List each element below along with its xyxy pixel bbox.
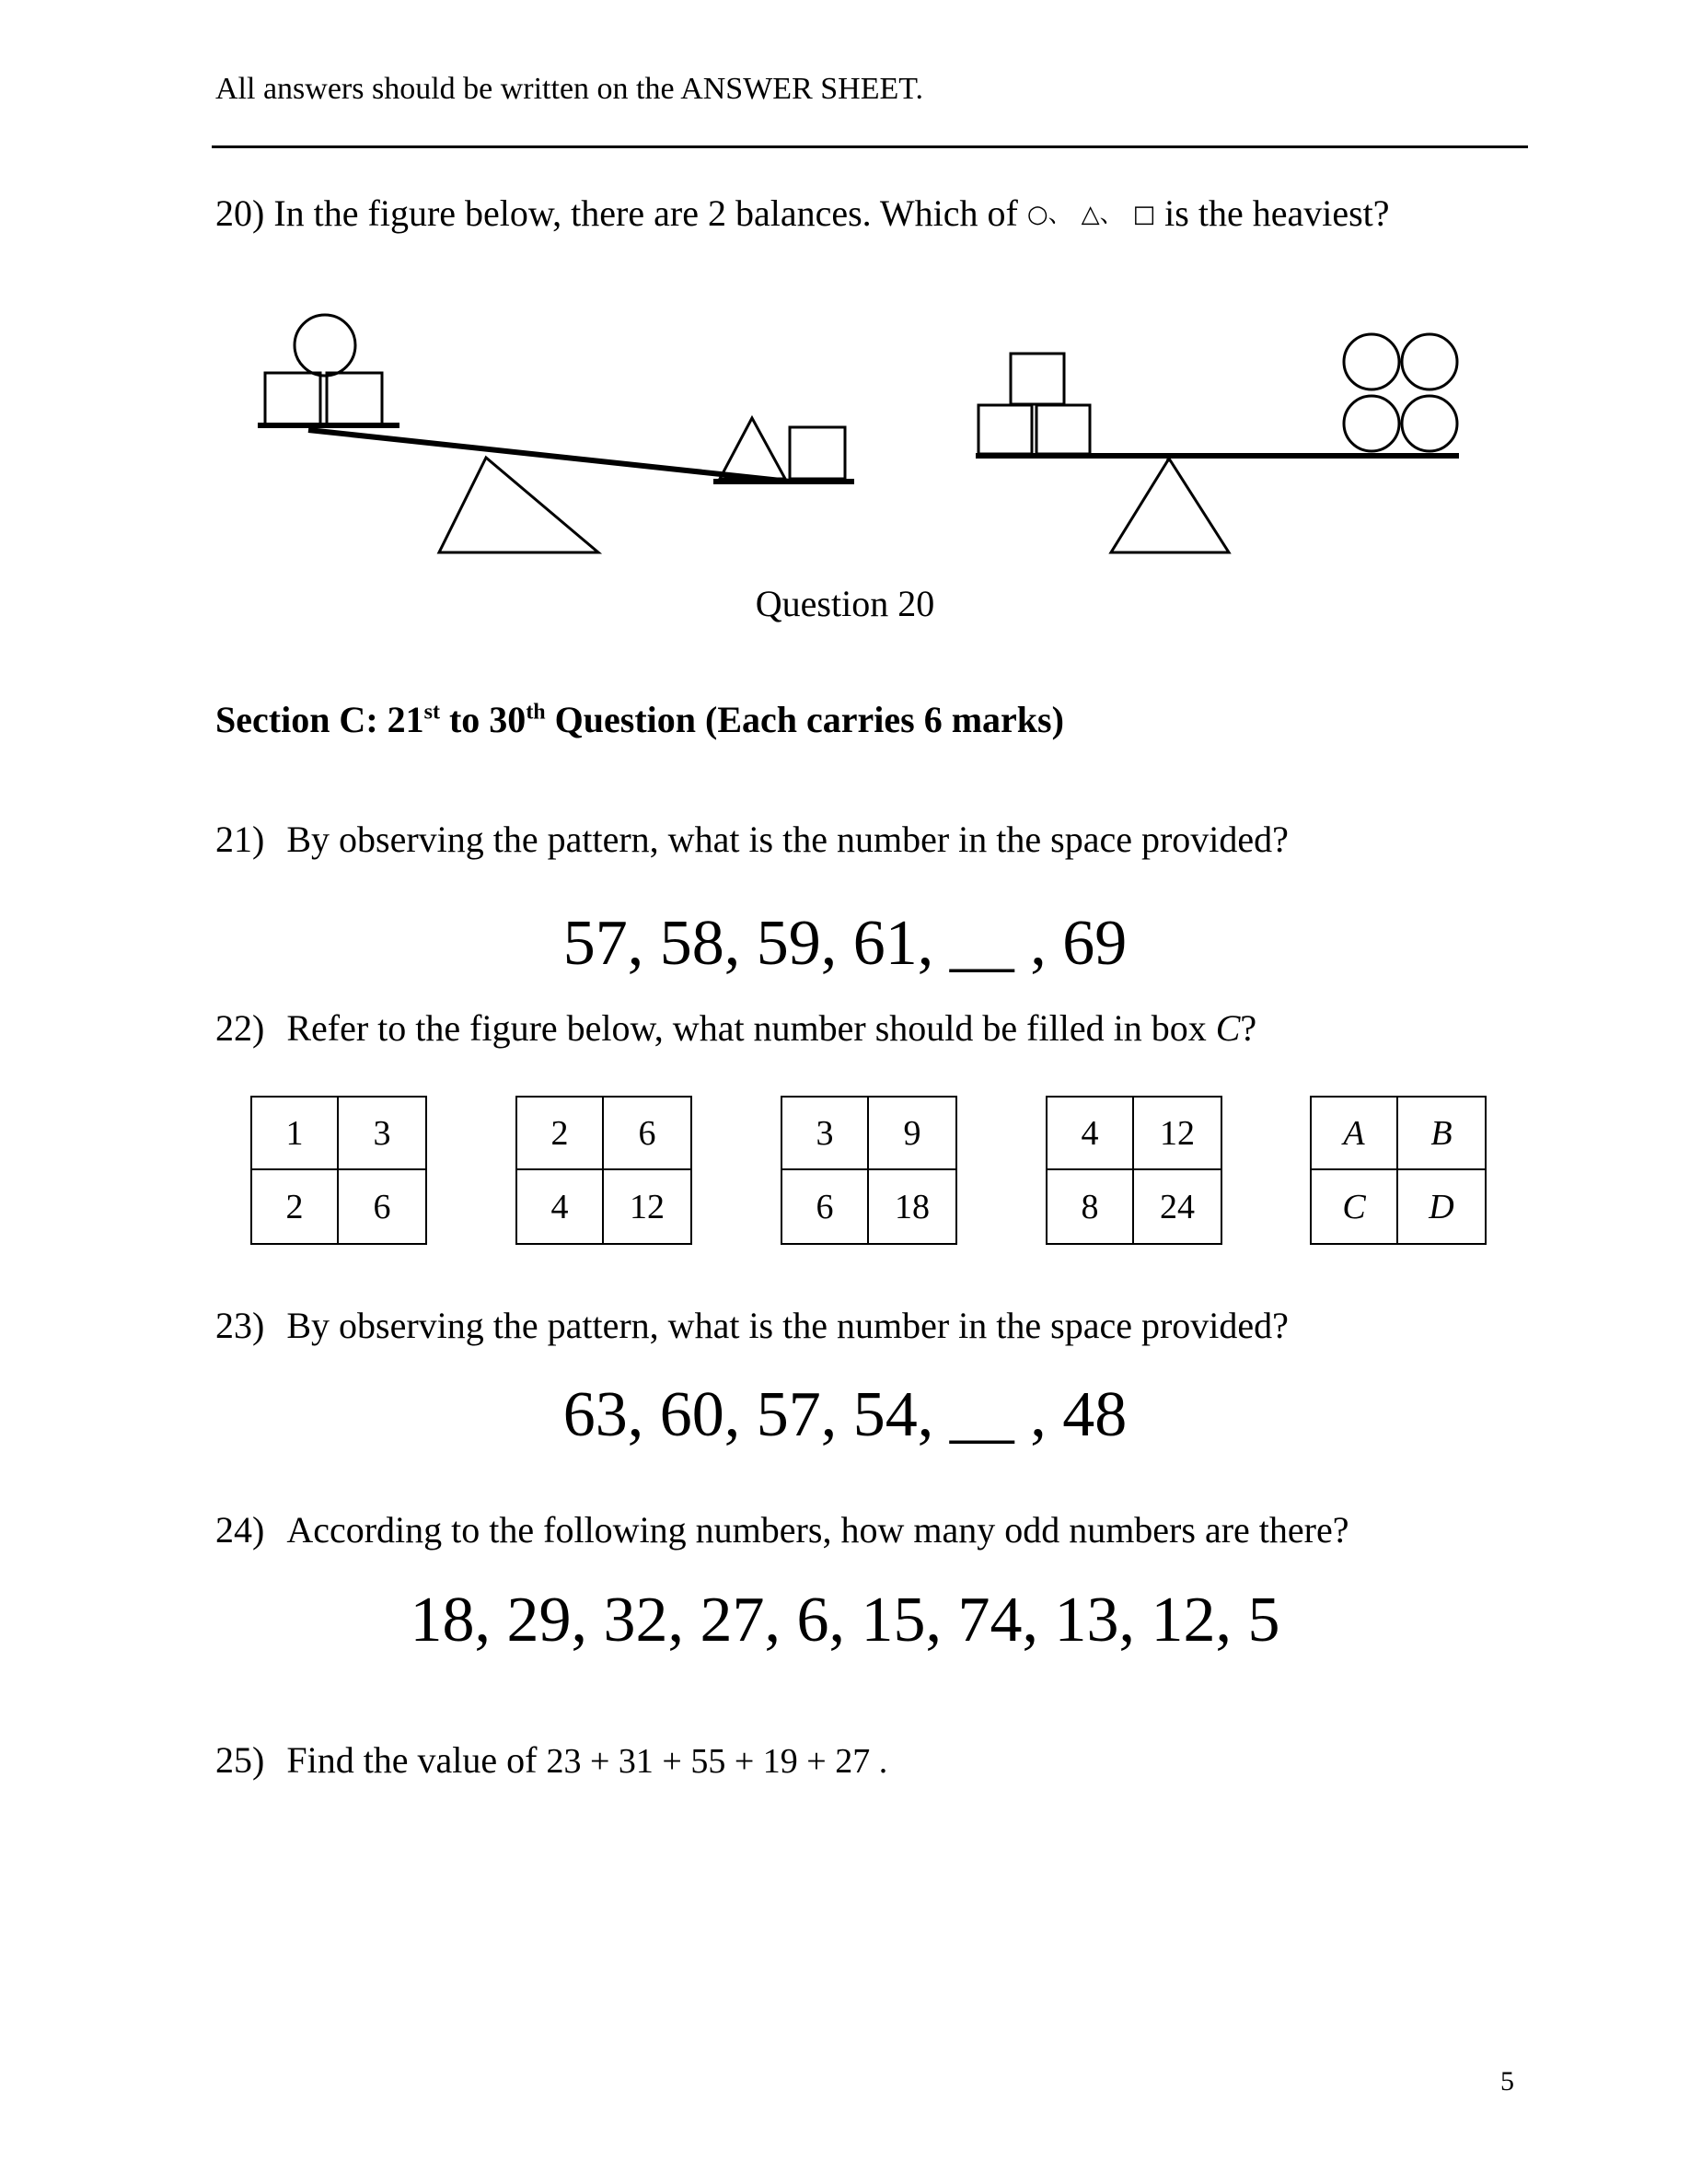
sequence-21: 57, 58, 59, 61, __ , 69 [562, 908, 1128, 979]
question-number: 21) [215, 819, 265, 860]
circle-symbol: ○ [1026, 201, 1048, 228]
question-number: 23) [215, 1305, 265, 1346]
right-left-square-bottom-1 [978, 405, 1032, 454]
left-square-1 [265, 373, 320, 424]
right-circle-4 [1402, 396, 1457, 451]
right-circle-3 [1344, 396, 1399, 451]
question-text: Find the value of [286, 1739, 538, 1781]
right-pan-square [790, 427, 845, 479]
question-21 [215, 818, 1289, 861]
left-balance [258, 315, 854, 552]
question-25 [215, 1738, 887, 1782]
math-expression: 23 + 31 + 55 + 19 + 27 . [546, 1742, 888, 1781]
balances-figure [249, 304, 1482, 571]
question-23 [215, 1304, 1289, 1347]
right-left-square-bottom-2 [1036, 405, 1090, 454]
question-text: In the figure below, there are 2 balances. Which of [273, 192, 1018, 234]
grid-2 [515, 1096, 692, 1245]
right-stand-triangle [1111, 459, 1229, 552]
grid-cell: 12 [630, 1187, 665, 1226]
grid-cell: D [1429, 1187, 1454, 1226]
question-number: 20) [215, 192, 265, 234]
right-circle-1 [1344, 334, 1399, 389]
grid-1 [250, 1096, 427, 1245]
grid-cell: B [1398, 1098, 1485, 1170]
grid-cell: 24 [1160, 1187, 1195, 1226]
right-left-square-top [1011, 354, 1064, 404]
left-circle [295, 315, 355, 376]
page-number: 5 [1500, 2066, 1514, 2097]
grid-cell: 6 [604, 1098, 690, 1170]
grid-cell: 6 [373, 1187, 391, 1226]
grid-cell: 4 [1048, 1098, 1134, 1170]
question-number: 22) [215, 1007, 265, 1049]
grid-cell: 4 [517, 1170, 604, 1243]
question-text: According to the following numbers, how many odd numbers are there? [286, 1509, 1349, 1551]
question-22: 22) Refer to the figure below, what number should be filled in box C? [215, 1007, 1257, 1049]
question-text: By observing the pattern, what is the number in the space provided? [286, 1305, 1289, 1346]
left-beam [308, 430, 790, 482]
question-number: 25) [215, 1739, 265, 1781]
box-letter: C [1215, 1007, 1241, 1049]
sequence-23: 63, 60, 57, 54, __ , 48 [562, 1379, 1128, 1450]
question-text: By observing the pattern, what is the number in the space provided? [286, 819, 1289, 860]
grid-cell: 8 [1048, 1170, 1134, 1243]
grid-cell: 3 [339, 1098, 425, 1170]
triangle-symbol: △ [1081, 201, 1100, 228]
grid-cell: C [1312, 1170, 1398, 1243]
left-square-2 [327, 373, 382, 424]
header-divider [212, 145, 1528, 148]
grid-cell: 2 [252, 1170, 339, 1243]
square-symbol: □ [1132, 201, 1156, 228]
question-24 [215, 1508, 1349, 1551]
grid-5 [1310, 1096, 1487, 1245]
grid-cell: 3 [782, 1098, 869, 1170]
grid-3 [781, 1096, 957, 1245]
grid-cell: A [1312, 1098, 1398, 1170]
left-fulcrum-triangle [439, 458, 598, 552]
grid-cell: 12 [1134, 1098, 1221, 1170]
question-text-end: is the heaviest? [1164, 192, 1390, 234]
figure-caption: Question 20 [755, 583, 935, 624]
right-pan-triangle [720, 418, 785, 479]
separator: 、 [1048, 201, 1072, 228]
question-number: 24) [215, 1509, 265, 1551]
section-heading: Section C: 21st to 30th Question (Each carries 6 marks) [215, 699, 1064, 740]
grid-cell: 2 [517, 1098, 604, 1170]
grid-4 [1046, 1096, 1222, 1245]
grid-cell: 6 [782, 1170, 869, 1243]
question-text: Refer to the figure below, what number should be filled in box [286, 1007, 1216, 1049]
right-circle-2 [1402, 334, 1457, 389]
question-20 [215, 192, 1390, 235]
grid-cell: 1 [252, 1098, 339, 1170]
right-balance [976, 334, 1459, 552]
number-list-24: 18, 29, 32, 27, 6, 15, 74, 13, 12, 5 [410, 1585, 1280, 1655]
grid-cell: 9 [869, 1098, 955, 1170]
separator: 、 [1099, 201, 1124, 228]
header-instruction: All answers should be written on the ANSWER SHEET. [215, 72, 924, 106]
grid-cell: 18 [895, 1187, 930, 1226]
